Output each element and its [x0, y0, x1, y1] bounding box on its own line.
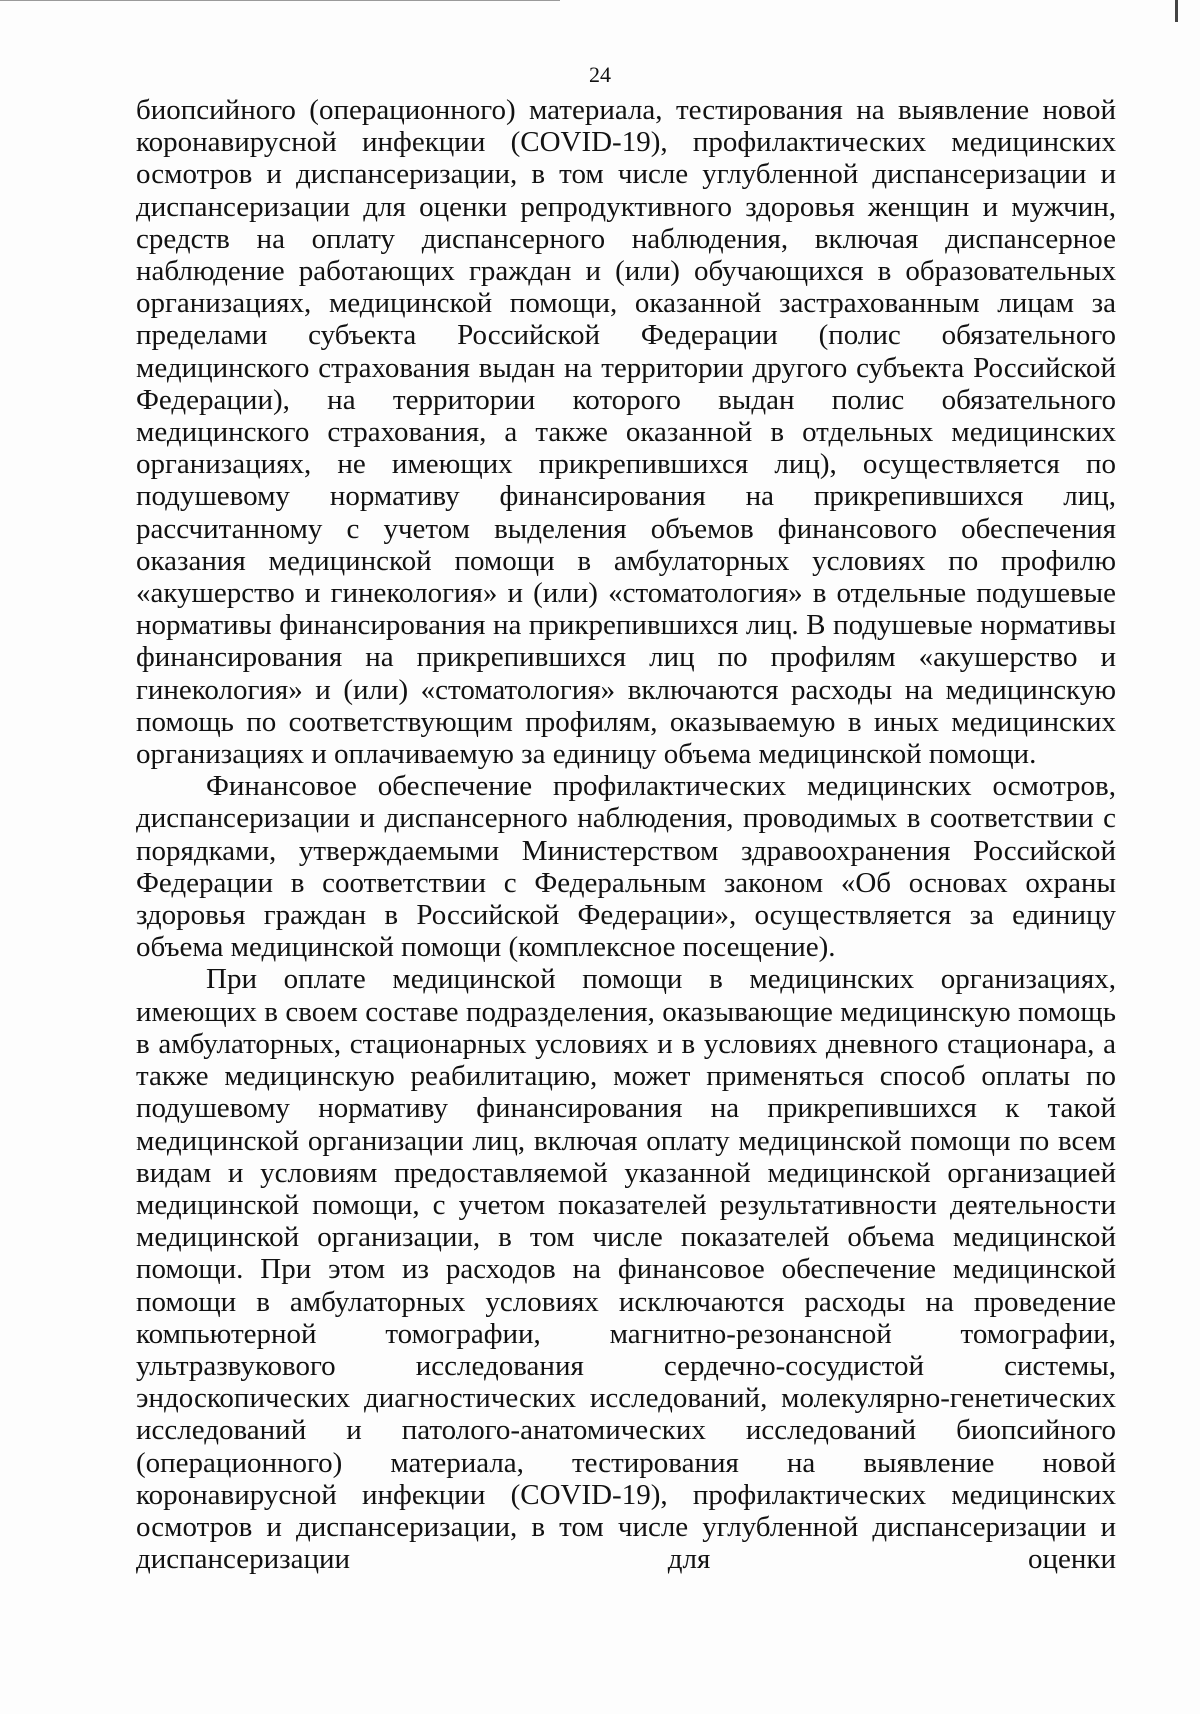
scan-edge-line	[0, 0, 560, 1]
page-number: 24	[589, 62, 611, 87]
scan-edge-mark	[1175, 0, 1178, 22]
paragraph-3: При оплате медицинской помощи в медицинских организациях, имеющих в своем составе подразделения, оказывающие медицинскую помощь в амбулаторных, стационарных условиях и в условиях дневного стационара, а также медицинскую реабилитацию, может применяться способ оплаты по подушевому нормативу финансирования на прикрепившихся к такой медицинской организации лиц, включая оплату медицинской помощи по всем видам и условиям предоставляемой указанной медицинской организацией медицинской помощи, с учетом показателей результативности деятельности медицинской организации, в том числе показателей объема медицинской помощи. При этом из расходов на финансовое обеспечение медицинской помощи в амбулаторных условиях исключаются расходы на проведение компьютерной томографии, магнитно-резонансной томографии, ультразвукового исследования сердечно-сосудистой системы, эндоскопических диагностических исследований, молекулярно-генетических исследований и патолого-анатомических исследований биопсийного (операционного) материала, тестирования на выявление новой коронавирусной инфекции (COVID-19), профилактических медицинских осмотров и диспансеризации, в том числе углубленной диспансеризации и диспансеризации для оценки	[136, 963, 1116, 1576]
document-body	[136, 94, 1116, 1575]
paragraph-2: Финансовое обеспечение профилактических медицинских осмотров, диспансеризации и диспансерного наблюдения, проводимых в соответствии с порядками, утверждаемыми Министерством здравоохранения Российской Федерации в соответствии с Федеральным законом «Об основах охраны здоровья граждан в Российской Федерации», осуществляется за единицу объема медицинской помощи (комплексное посещение).	[136, 770, 1116, 964]
paragraph-1: биопсийного (операционного) материала, тестирования на выявление новой коронавирусной инфекции (COVID-19), профилактических медицинских осмотров и диспансеризации, в том числе углубленной диспансеризации и диспансеризации для оценки репродуктивного здоровья женщин и мужчин, средств на оплату диспансерного наблюдения, включая диспансерное наблюдение работающих граждан и (или) обучающихся в образовательных организациях, медицинской помощи, оказанной застрахованным лицам за пределами субъекта Российской Федерации (полис обязательного медицинского страхования выдан на территории другого субъекта Российской Федерации), на территории которого выдан полис обязательного медицинского страхования, а также оказанной в отдельных медицинских организациях, не имеющих прикрепившихся лиц), осуществляется по подушевому нормативу финансирования на прикрепившихся лиц, рассчитанному с учетом выделения объемов финансового обеспечения оказания медицинской помощи в амбулаторных условиях по профилю «акушерство и гинекология» и (или) «стоматология» в отдельные подушевые нормативы финансирования на прикрепившихся лиц. В подушевые нормативы финансирования на прикрепившихся лиц по профилям «акушерство и гинекология» и (или) «стоматология» включаются расходы на медицинскую помощь по соответствующим профилям, оказываемую в иных медицинских организациях и оплачиваемую за единицу объема медицинской помощи.	[136, 94, 1116, 771]
